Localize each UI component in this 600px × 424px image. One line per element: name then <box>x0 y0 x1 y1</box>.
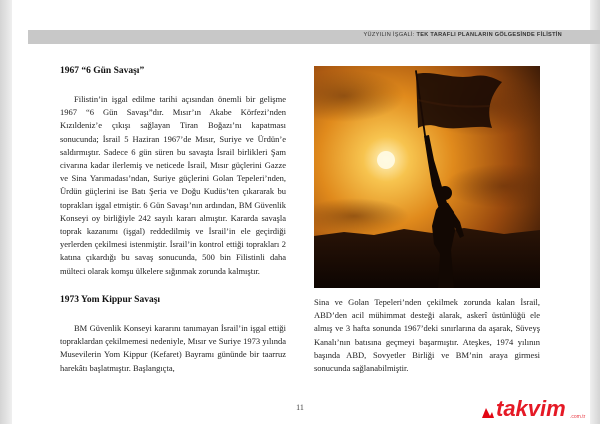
running-header <box>28 30 600 44</box>
right-column <box>314 296 540 375</box>
takvim-watermark-logo <box>476 392 600 424</box>
section-heading-1973: 1973 Yom Kippur Savaşı <box>60 295 161 305</box>
paragraph-1967: Filistin’in işgal edilme tarihi açısından önemli bir gelişme 1967 “6 Gün Savaşı”dır. Mısır’ın Akabe Körfezi’nden Kızıldeniz’e çıkışı sağlayan Tiran Boğazı’nı kapatması sonucunda; İsrail 5 Haziran 1967’de Mısır, Suriye ve Ürdün’e saldırmıştır. Sadece 6 gün süren bu savaşta İsrail birlikleri Şam civarına kadar ilerlemiş ve neticede İsrail, Mısır güçlerini Gazze ve Sina Yarımadası’ndan, Suriye güçlerini Golan Tepeleri’nden, Ürdün güçlerini ise Batı Şeria ve Doğu Kudüs’ten çıkararak bu toprakları işgal etmiştir. 6 Gün Savaşı’nın ardından, BM Güvenlik Konseyi oy birliğiyle 242 sayılı kararı almıştır. Kararda savaşla toprak kazanımı (işgal) reddedilmiş ve İsrail’in ele geçirdiği yerlerden çekilmesi istenmiştir. İsrail’in kontrol ettiği toprakları 2 katına çıkardığı bu savaş sonucunda, 500 bin Filistinli daha mülteci olarak komşu ülkelere sığınmak zorunda kalmıştır. <box>60 94 286 276</box>
paragraph-1973: BM Güvenlik Konseyi kararını tanımayan İsrail’in işgal ettiği topraklardan çekilmemesi nedeniyle, Mısır ve Suriye 1973 yılında Musevilerin Yom Kippur (Kefaret) Bayramı gününde bir taarruz harekâtı başlatmıştır. Başlangıçta, <box>60 323 286 373</box>
page-edge-right <box>590 0 600 424</box>
takvim-brand-text: takvim <box>496 396 566 421</box>
takvim-suffix-text: .com.tr <box>570 414 586 420</box>
flag-silhouette-photo <box>314 66 540 288</box>
page-number: 11 <box>296 403 304 412</box>
header-prefix: YÜZYILIN İŞGALİ: <box>363 32 415 38</box>
header-title: TEK TARAFLI PLANLARIN GÖLGESİNDE FİLİSTİN <box>416 32 562 38</box>
paragraph-continuation: Sina ve Golan Tepeleri’nden çekilmek zorunda kalan İsrail, ABD’den acil mühimmat desteği alarak, askerî üstünlüğü ele almış ve 3 hafta sonunda 1967’deki sınırlarına da aşarak, Süveyş Kanalı’nın batısına geçmeyi başarmıştır. Ateşkes, 1974 yılının başında ABD, Sovyetler Birliği ve BM’nin araya girmesi sonucunda sağlanabilmiştir. <box>314 297 540 374</box>
running-header-text <box>364 32 563 38</box>
page-edge-left <box>0 0 12 424</box>
section-heading-1967: 1967 “6 Gün Savaşı” <box>60 66 145 76</box>
logo-mark-icon <box>482 408 494 418</box>
